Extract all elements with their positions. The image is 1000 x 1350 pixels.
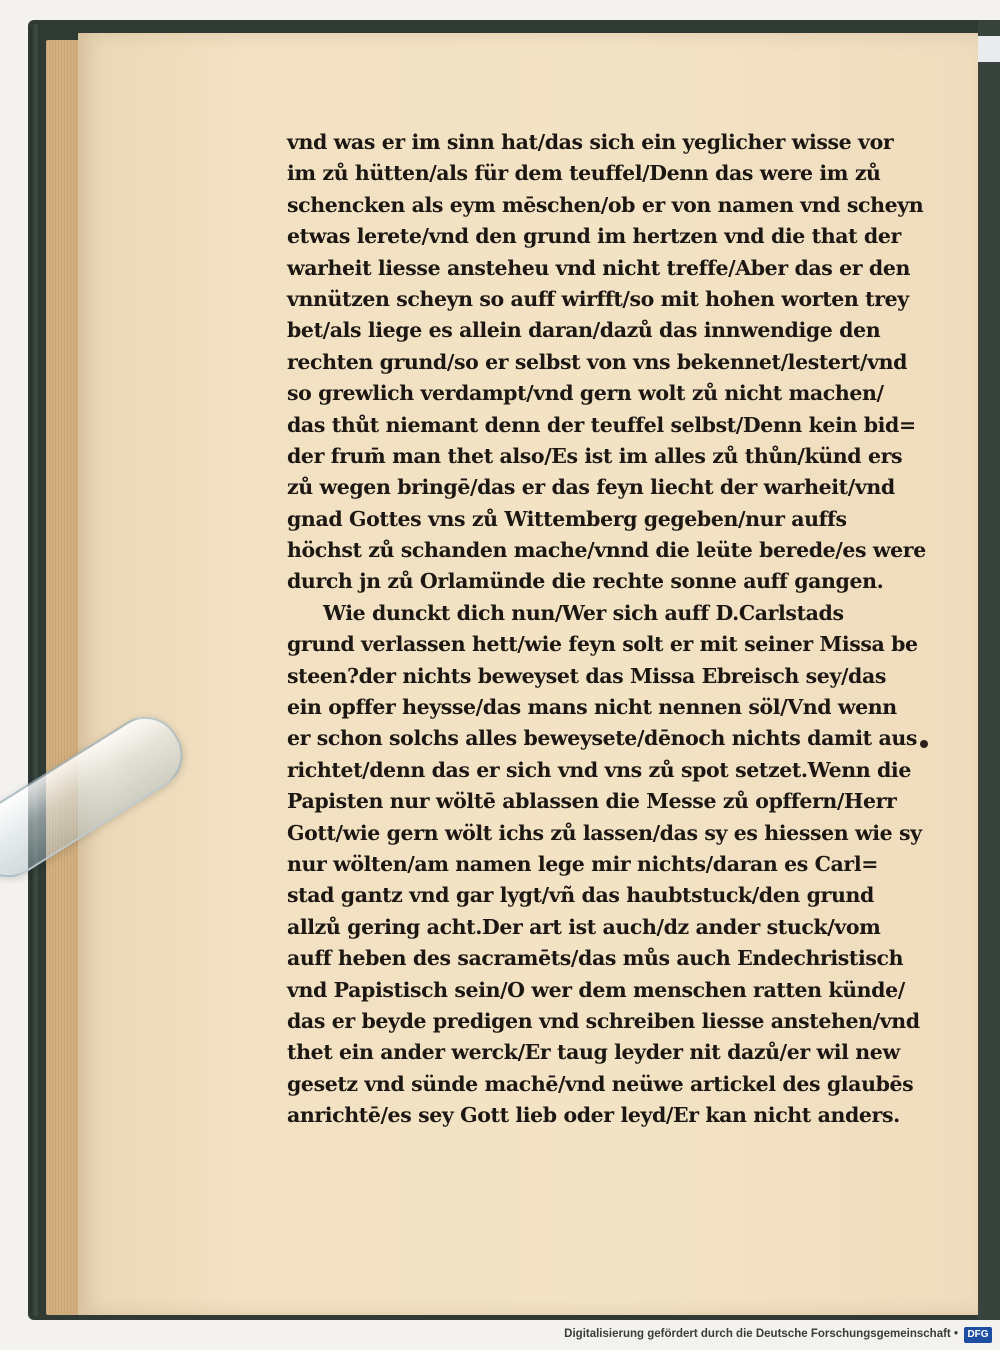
text-line: zů wegen bringē/das er das feyn liecht der warheit/vnd [287,475,895,500]
text-line: anrichtē/es sey Gott lieb oder leyd/Er kan nicht anders. [287,1103,900,1128]
text-line: das thůt niemant denn der teuffel selbst/Denn kein bid= [287,412,916,437]
paragraph-start-line: Wie dunckt dich nun/Wer sich auff D.Carlstads [323,600,844,625]
text-line: bet/als liege es allein daran/dazů das innwendige den [287,318,881,343]
text-line: das er beyde predigen vnd schreiben liesse anstehen/vnd [287,1008,920,1033]
text-line: grund verlassen hett/wie feyn solt er mit seiner Missa be [287,632,918,657]
text-line: durch jn zů Orlamünde die rechte sonne auff gangen. [287,569,884,594]
text-line: nur wölten/am namen lege mir nichts/daran es Carl= [287,851,878,876]
page-clip [978,36,1000,62]
text-line: vnd Papistisch sein/O wer dem menschen ratten künde/ [287,977,905,1002]
text-line: so grewlich verdampt/vnd gern wolt zů nicht machen/ [287,381,884,406]
text-line: allzů gering acht.Der art ist auch/dz ander stuck/vom [287,914,881,939]
text-line: der frum̄ man thet also/Es ist im alles zů thůn/künd ers [287,443,903,468]
cover-spine-edge [30,24,40,1316]
text-line: stad gantz vnd gar lygt/vñ das haubtstuck/den grund [287,883,874,908]
footer-bar [0,1322,1000,1350]
text-line: Papisten nur wöltē ablassen die Messe zů opffern/Herr [287,789,897,814]
text-line: richtet/denn das er sich vnd vns zů spot setzet.Wenn die [287,757,911,782]
text-line: gesetz vnd sünde machē/vnd neüwe artickel des glaubēs [287,1071,914,1096]
text-line: er schon solchs alles beweysete/dēnoch nichts damit aus [287,726,917,751]
text-line: rechten grund/so er selbst von vns bekennet/lestert/vnd [287,349,908,374]
text-line: schencken als eym mēschen/ob er von namen vnd scheyn [287,192,924,217]
text-line: ein opffer heysse/das mans nicht nennen söl/Vnd wenn [287,695,897,720]
cover-right-edge [978,20,1000,1320]
text-line: vnnützen scheyn so auff wirfft/so mit hohen worten trey [287,286,909,311]
text-line: etwas lerete/vnd den grund im hertzen vnd die that der [287,224,901,249]
page-text-block [287,127,927,1132]
dfg-logo-icon: DFG [964,1327,992,1343]
text-line: vnd was er im sinn hat/das sich ein yeglicher wisse vor [287,130,894,154]
text-line: auff heben des sacramēts/das můs auch Endechristisch [287,946,904,971]
text-line: im zů hütten/als für dem teuffel/Denn das were im zů [287,161,881,186]
text-line: warheit liesse ansteheu vnd nicht treffe/Aber das er den [287,255,911,280]
text-line: steen?der nichts beweyset das Missa Ebreisch sey/das [287,663,886,688]
text-line: Gott/wie gern wölt ichs zů lassen/das sy es hiessen wie sy [287,820,922,845]
ink-spot [920,740,928,748]
funding-credit: Digitalisierung gefördert durch die Deutsche Forschungsgemeinschaft • [564,1328,958,1340]
text-line: höchst zů schanden mache/vnnd die leüte berede/es were [287,538,926,563]
text-line: thet ein ander werck/Er taug leyder nit dazů/er wil new [287,1040,900,1065]
text-line: gnad Gottes vns zů Wittemberg gegeben/nur auffs [287,506,847,531]
